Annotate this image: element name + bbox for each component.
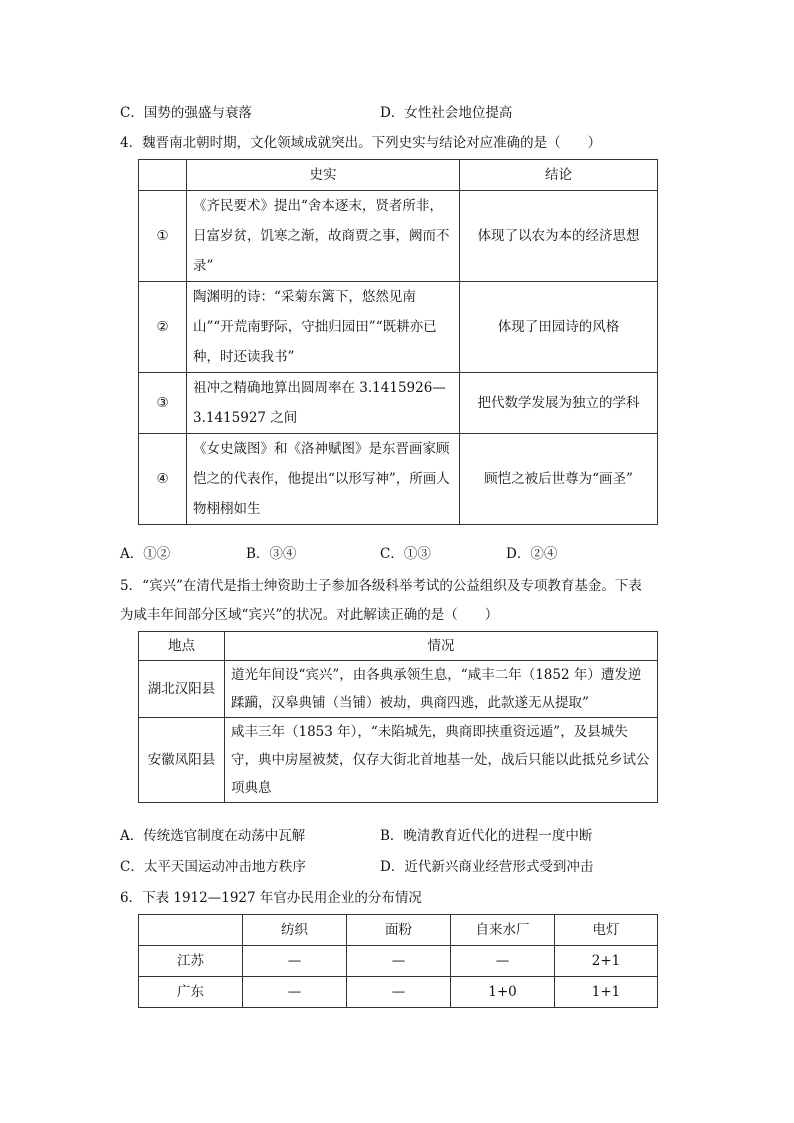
q6-header-electric-light: 电灯 bbox=[555, 915, 658, 946]
row-situation: 咸丰三年（1853 年），“未陷城先，典商即挟重资远遁”，及县城失守，典中房屋被焚，仅存大街北首地基一处，战后只能以此抵兑乡试公项典息 bbox=[225, 718, 658, 803]
table-row bbox=[139, 191, 658, 282]
q6-header-blank bbox=[139, 915, 243, 946]
q5-table-header bbox=[139, 632, 658, 661]
table-row bbox=[139, 282, 658, 373]
row-fact: 祖冲之精确地算出圆周率在 3.1415926—3.1415927 之间 bbox=[187, 373, 460, 434]
row-conclusion: 体现了田园诗的风格 bbox=[460, 282, 658, 373]
row-fact: 陶渊明的诗：“采菊东篱下，悠然见南山”“开荒南野际，守拙归园田”“既耕亦已种，时还读我书” bbox=[187, 282, 460, 373]
q4-header-index bbox=[139, 160, 187, 191]
q4-option-d: D．②④ bbox=[506, 546, 558, 562]
row-cell: 1+0 bbox=[451, 977, 555, 1008]
q6-table bbox=[138, 914, 658, 1008]
q4-stem: 4．魏晋南北朝时期，文化领域成就突出。下列史实与结论对应准确的是（ ） bbox=[120, 135, 602, 151]
q6-header-waterworks: 自来水厂 bbox=[451, 915, 555, 946]
q5-header-place: 地点 bbox=[139, 632, 225, 661]
row-cell: — bbox=[347, 977, 451, 1008]
q5-stem-line2: 为咸丰年间部分区域“宾兴”的状况。对此解读正确的是（ ） bbox=[120, 607, 499, 623]
q6-header-flour: 面粉 bbox=[347, 915, 451, 946]
q4-header-conclusion: 结论 bbox=[460, 160, 658, 191]
q4-option-a: A．①② bbox=[120, 546, 171, 562]
q5-option-d: D．近代新兴商业经营形式受到冲击 bbox=[380, 859, 594, 875]
q5-table bbox=[138, 631, 658, 803]
q4-option-c: C．①③ bbox=[380, 546, 431, 562]
q6-stem: 6．下表 1912—1927 年官办民用企业的分布情况 bbox=[120, 890, 422, 906]
row-cell: — bbox=[243, 946, 347, 977]
q5-stem-line1: 5．“宾兴”在清代是指士绅资助士子参加各级科举考试的公益组织及专项教育基金。下表 bbox=[120, 578, 642, 594]
table-row bbox=[139, 661, 658, 718]
q3-option-d: D．女性社会地位提高 bbox=[380, 105, 513, 121]
table-row bbox=[139, 434, 658, 525]
row-province: 江苏 bbox=[139, 946, 243, 977]
table-row bbox=[139, 946, 658, 977]
q5-header-situation: 情况 bbox=[225, 632, 658, 661]
q6-table-header bbox=[139, 915, 658, 946]
row-conclusion: 把代数学发展为独立的学科 bbox=[460, 373, 658, 434]
row-place: 安徽凤阳县 bbox=[139, 718, 225, 803]
row-situation: 道光年间设“宾兴”，由各典承领生息，“咸丰二年（1852 年）遭发逆蹂躏，汉皋典铺（当铺）被劫，典商四逃，此款遂无从提取” bbox=[225, 661, 658, 718]
q5-option-c: C．太平天国运动冲击地方秩序 bbox=[120, 859, 306, 875]
q4-header-fact: 史实 bbox=[187, 160, 460, 191]
row-number: ④ bbox=[139, 434, 187, 525]
table-row bbox=[139, 373, 658, 434]
row-province: 广东 bbox=[139, 977, 243, 1008]
row-cell: — bbox=[243, 977, 347, 1008]
q5-option-b: B．晚清教育近代化的进程一度中断 bbox=[380, 828, 593, 844]
q6-header-textile: 纺织 bbox=[243, 915, 347, 946]
q4-table-header bbox=[139, 160, 658, 191]
row-number: ① bbox=[139, 191, 187, 282]
row-cell: — bbox=[451, 946, 555, 977]
row-cell: 2+1 bbox=[555, 946, 658, 977]
row-number: ② bbox=[139, 282, 187, 373]
q5-option-a: A．传统选官制度在动荡中瓦解 bbox=[120, 828, 306, 844]
row-fact: 《女史箴图》和《洛神赋图》是东晋画家顾恺之的代表作，他提出“以形写神”，所画人物栩栩如生 bbox=[187, 434, 460, 525]
row-conclusion: 顾恺之被后世尊为“画圣” bbox=[460, 434, 658, 525]
row-cell: 1+1 bbox=[555, 977, 658, 1008]
q4-option-b: B．③④ bbox=[246, 546, 297, 562]
row-place: 湖北汉阳县 bbox=[139, 661, 225, 718]
table-row bbox=[139, 718, 658, 803]
row-conclusion: 体现了以农为本的经济思想 bbox=[460, 191, 658, 282]
q3-option-c: C．国势的强盛与衰落 bbox=[120, 105, 252, 121]
row-cell: — bbox=[347, 946, 451, 977]
table-row bbox=[139, 977, 658, 1008]
q4-table bbox=[138, 159, 658, 525]
row-number: ③ bbox=[139, 373, 187, 434]
row-fact: 《齐民要术》提出“舍本逐末，贤者所非，日富岁贫，饥寒之渐，故商贾之事，阙而不录” bbox=[187, 191, 460, 282]
